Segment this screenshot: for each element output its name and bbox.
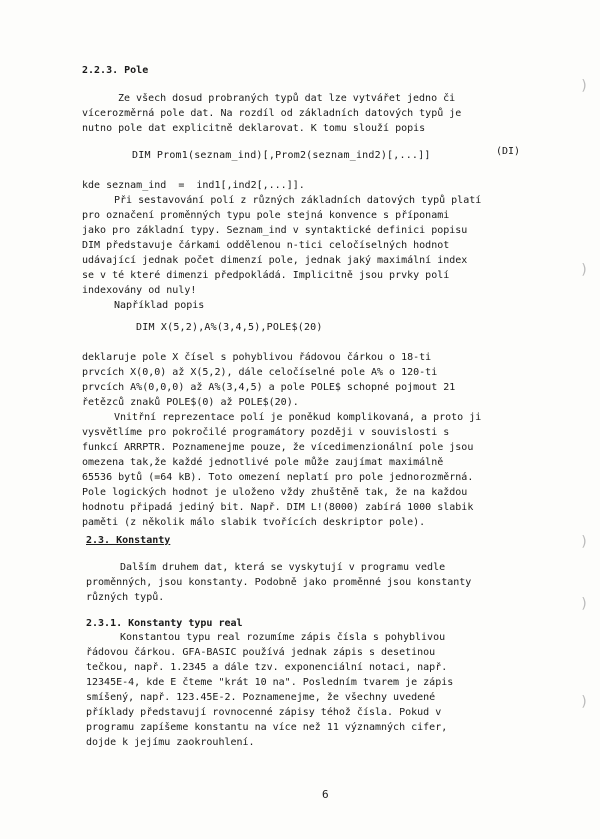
paragraph-line: Konstantou typu real rozumíme zápis čísla s pohyblivou [120,632,446,643]
dim-example: DIM X(5,2),A%(3,4,5),POLE$(20) [136,322,323,333]
paragraph-line: programu zapíšeme konstantu na více než 11 významných cifer, [86,722,448,733]
paragraph-line: omezena tak,že každé jednotlivé pole může zaujímat maximálně [82,457,444,468]
paragraph-line: příklady představují rovnocenné zápisy téhož čísla. Pokud v [86,707,442,718]
margin-mark: ) [580,596,589,612]
paragraph-line: vysvětlíme pro pokročilé programátory později v souvislosti s [82,427,450,438]
dim-syntax: DIM Prom1(seznam_ind)[,Prom2(seznam_ind2)[,...]] [132,150,431,161]
paragraph-line: kde seznam_ind = ind1[,ind2[,...]]. [82,180,305,191]
paragraph-line: paměti (z několik málo slabik tvořících deskriptor pole). [82,517,426,528]
paragraph-line: Při sestavování polí z různých základních datových typů platí [114,195,482,206]
paragraph-line: jako pro základní typy. Seznam_ind v syntaktické definici popisu [82,225,468,236]
paragraph-line: se v té které dimenzi předpokládá. Implicitně jsou prvky polí [82,270,450,281]
paragraph-line: Ze všech dosud probraných typů dat lze vytvářet jedno či [118,93,456,104]
margin-mark: ) [580,534,589,550]
page-number: 6 [322,788,329,801]
paragraph-line: vícerozměrná pole dat. Na rozdíl od základních datových typů je [82,108,462,119]
paragraph-line: DIM představuje čárkami oddělenou n-tici celočíselných hodnot [82,240,450,251]
paragraph-line: dojde k jejímu zaokrouhlení. [86,737,255,748]
margin-mark: ) [580,694,589,710]
section-heading-2-2-3: 2.2.3. Pole [82,65,149,76]
paragraph-line: nutno pole dat explicitně deklarovat. K tomu slouží popis [82,123,426,134]
paragraph-line: Dalším druhem dat, která se vyskytují v programu vedle [120,562,446,573]
paragraph-line: deklaruje pole X čísel s pohyblivou řádovou čárkou o 18-ti [82,352,432,363]
paragraph-line: 12345E-4, kde E čteme "krát 10 na". Posledním tvarem je zápis [86,677,454,688]
paragraph-line: různých typů. [86,592,165,603]
paragraph-line: řádovou čárkou. GFA-BASIC používá jednak zápis s desetinou [86,647,436,658]
paragraph-line: Vnitřní reprezentace polí je poněkud komplikovaná, a proto ji [114,412,482,423]
paragraph-line: řetězců znaků POLE$(0) až POLE$(20). [82,397,299,408]
margin-mark: ) [580,262,589,278]
paragraph-line: indexovány od nuly! [82,285,197,296]
paragraph-line: prvcích X(0,0) až X(5,2), dále celočíselné pole A% o 120-ti [82,367,438,378]
paragraph-line: funkcí ARRPTR. Poznamenejme pouze, že vícedimenzionální pole jsou [82,442,474,453]
paragraph-line: proměnných, jsou konstanty. Podobně jako proměnné jsou konstanty [86,577,472,588]
paragraph-line: pro označení proměnných typu pole stejná konvence s příponami [82,210,450,221]
paragraph-line: Například popis [114,300,205,311]
syntax-tag: (DI) [496,146,521,157]
margin-mark: ) [580,78,589,94]
paragraph-line: udávající jednak počet dimenzí pole, jednak jaký maximální index [82,255,468,266]
paragraph-line: 65536 bytů (=64 kB). Toto omezení neplatí pro pole jednorozměrná. [82,472,474,483]
paragraph-line: Pole logických hodnot je uloženo vždy zhuštěně tak, že na každou [82,487,468,498]
section-heading-2-3: 2.3. Konstanty [86,535,171,546]
paragraph-line: tečkou, např. 1.2345 a dále tzv. exponenciální notaci, např. [86,662,448,673]
paragraph-line: smíšený, např. 123.45E-2. Poznamenejme, že všechny uvedené [86,692,436,703]
section-heading-2-3-1: 2.3.1. Konstanty typu real [86,618,243,629]
paragraph-line: prvcích A%(0,0,0) až A%(3,4,5) a pole POLE$ schopné pojmout 21 [82,382,456,393]
paragraph-line: hodnotu připadá jediný bit. Např. DIM L!(8000) zabírá 1000 slabik [82,502,474,513]
